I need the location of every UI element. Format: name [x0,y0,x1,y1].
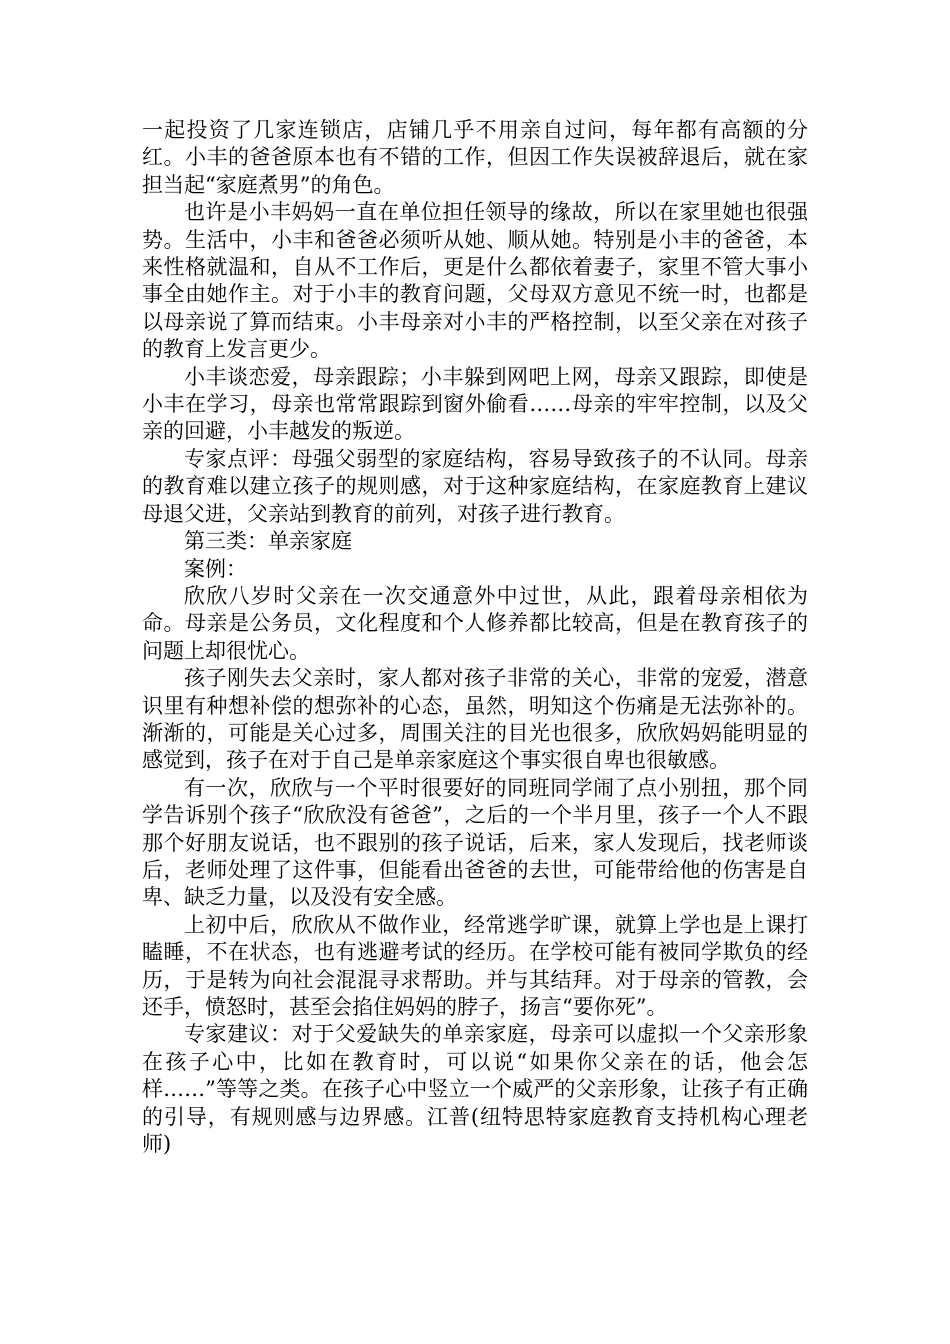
document-body [142,117,808,1158]
case-label: 案例： [184,556,247,581]
paragraph: 小丰谈恋爱，母亲跟踪；小丰躲到网吧上网，母亲又跟踪，即使是小丰在学习，母亲也常常跟踪到窗外偷看……母亲的牢牢控制，以及父亲的回避，小丰越发的叛逆。 [142,364,808,444]
paragraph: 上初中后，欣欣从不做作业，经常逃学旷课，就算上学也是上课打瞌睡，不在状态，也有逃避考试的经历。在学校可能有被同学欺负的经历，于是转为向社会混混寻求帮助。并与其结拜。对于母亲的管教，会还手，愤怒时，甚至会掐住妈妈的脖子，扬言“要你死”。 [142,912,808,1019]
section-heading: 第三类：单亲家庭 [184,529,352,554]
paragraph-continuation: 一起投资了几家连锁店，店铺几乎不用亲自过问，每年都有高额的分红。小丰的爸爸原本也有不错的工作，但因工作失误被辞退后，就在家担当起“家庭煮男”的角色。 [142,118,808,197]
paragraph: 孩子刚失去父亲时，家人都对孩子非常的关心，非常的宠爱，潜意识里有种想补偿的想弥补的心态，虽然，明知这个伤痛是无法弥补的。渐渐的，可能是关心过多，周围关注的目光也很多，欣欣妈妈能明显的感觉到，孩子在对于自己是单亲家庭这个事实很自卑也很敏感。 [142,666,808,773]
expert-advice-paragraph: 专家建议：对于父爱缺失的单亲家庭，母亲可以虚拟一个父亲形象在孩子心中，比如在教育时，可以说“如果你父亲在的话，他会怎样……”等等之类。在孩子心中竖立一个威严的父亲形象，让孩子有正确的引导，有规则感与边界感。江普(纽特思特家庭教育支持机构心理老师) [142,1022,808,1157]
expert-comment-paragraph: 专家点评：母强父弱型的家庭结构，容易导致孩子的不认同。母亲的教育难以建立孩子的规则感，对于这种家庭结构，在家庭教育上建议母退父进，父亲站到教育的前列，对孩子进行教育。 [142,446,808,526]
paragraph: 欣欣八岁时父亲在一次交通意外中过世，从此，跟着母亲相依为命。母亲是公务员，文化程度和个人修养都比较高，但是在教育孩子的问题上却很忧心。 [142,583,808,663]
paragraph: 有一次，欣欣与一个平时很要好的同班同学闹了点小别扭，那个同学告诉别个孩子“欣欣没有爸爸”，之后的一个半月里，孩子一个人不跟那个好朋友说话，也不跟别的孩子说话，后来，家人发现后，找老师谈后，老师处理了这件事，但能看出爸爸的去世，可能带给他的伤害是自卑、缺乏力量，以及没有安全感。 [142,775,808,910]
paragraph: 也许是小丰妈妈一直在单位担任领导的缘故，所以在家里她也很强势。生活中，小丰和爸爸必须听从她、顺从她。特别是小丰的爸爸，本来性格就温和，自从不工作后，更是什么都依着妻子，家里不管大事小事全由她作主。对于小丰的教育问题，父母双方意见不统一时，也都是以母亲说了算而结束。小丰母亲对小丰的严格控制，以至父亲在对孩子的教育上发言更少。 [142,200,808,362]
